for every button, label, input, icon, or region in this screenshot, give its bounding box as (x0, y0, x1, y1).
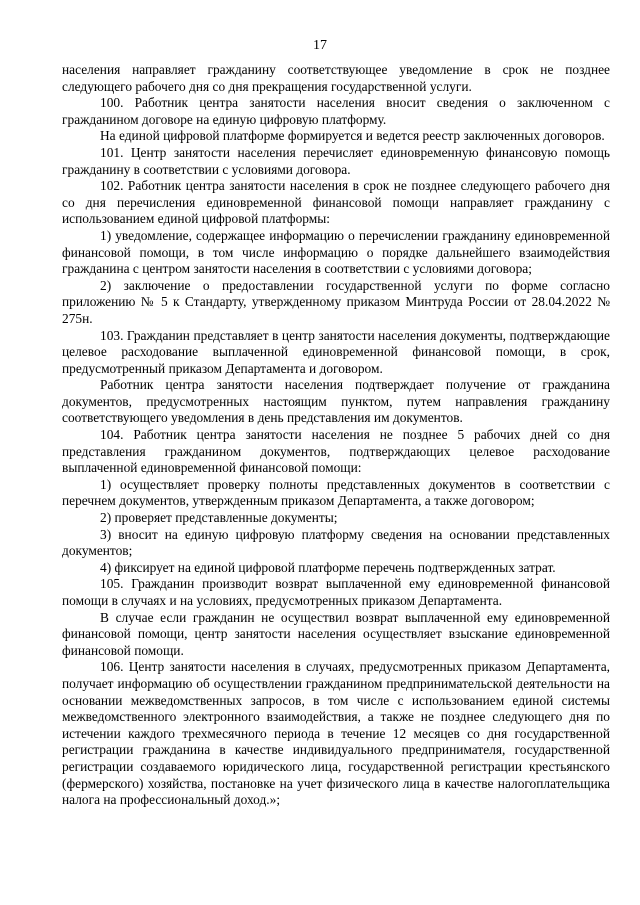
paragraph: На единой цифровой платформе формируется и ведется реестр заключенных договоров. (100, 128, 605, 144)
paragraph: Работник центра занятости населения подтверждает получение от гражданина документов, предусмотренных настоящим пунктом, путем направления гражданину соответствующего уведомления в день представления им документов. (62, 377, 610, 426)
paragraph: 3) вносит на единую цифровую платформу сведения на основании представленных документов; (62, 526, 610, 559)
paragraph: 106. Центр занятости населения в случаях, предусмотренных приказом Департамента, получает информацию об осуществлении гражданином предпринимательской деятельности на основании межведомственных запросов, в том числе с использованием единой системы межведомственного электронного взаимодействия, а также не позднее следующего дня по истечении каждого трехмесячного периода в течение 12 месяцев со дня государственной регистрации гражданина в качестве индивидуального предпринимателя, государственной регистрации создаваемого юридического лица, государственной регистрации крестьянского (фермерского) хозяйства, постановке на учет физического лица в качестве налогоплательщика налога на профессиональный доход.»; (62, 659, 610, 808)
paragraph: населения направляет гражданину соответствующее уведомление в срок не позднее следующего рабочего дня со дня прекращения государственной услуги. (62, 62, 610, 94)
paragraph: 1) уведомление, содержащее информацию о перечислении гражданину единовременной финансовой помощи, в том числе информацию о порядке дальнейшего взаимодействия гражданина с центром занятости населения в соответствии с условиями договора; (62, 227, 610, 277)
paragraph: В случае если гражданин не осуществил возврат выплаченной ему единовременной финансовой помощи, центр занятости населения осуществляет взыскание единовременной финансовой помощи. (62, 609, 610, 658)
paragraph: 103. Гражданин представляет в центр занятости населения документы, подтверждающие целевое расходование выплаченной единовременной финансовой помощи, в срок, предусмотренный приказом Департамента и договором. (62, 327, 610, 376)
document-body (62, 62, 610, 809)
paragraph: 4) фиксирует на единой цифровой платформе перечень подтвержденных затрат. (100, 559, 556, 575)
paragraph: 102. Работник центра занятости населения в срок не позднее следующего рабочего дня со дня перечисления единовременной финансовой помощи направляет гражданину с использованием единой цифровой платформы: (62, 178, 610, 227)
paragraph: 2) проверяет представленные документы; (100, 510, 338, 526)
paragraph: 101. Центр занятости населения перечисляет единовременную финансовую помощь гражданину в соответствии с условиями договора. (62, 144, 610, 177)
paragraph: 1) осуществляет проверку полноты представленных документов в соответствии с перечнем документов, утвержденным приказом Департамента, а также договором; (62, 476, 610, 509)
page-number: 17 (313, 38, 327, 53)
paragraph: 100. Работник центра занятости населения вносит сведения о заключенном с гражданином договоре на единую цифровую платформу. (62, 95, 610, 127)
paragraph: 105. Гражданин производит возврат выплаченной ему единовременной финансовой помощи в случаях и на условиях, предусмотренных приказом Департамента. (62, 576, 610, 608)
paragraph: 2) заключение о предоставлении государственной услуги по форме согласно приложению № 5 к Стандарту, утвержденному приказом Минтруда России от 28.04.2022 № 275н. (62, 277, 610, 326)
paragraph: 104. Работник центра занятости населения не позднее 5 рабочих дней со дня представления гражданином документов, подтверждающих целевое расходование выплаченной единовременной финансовой помощи: (62, 427, 610, 476)
